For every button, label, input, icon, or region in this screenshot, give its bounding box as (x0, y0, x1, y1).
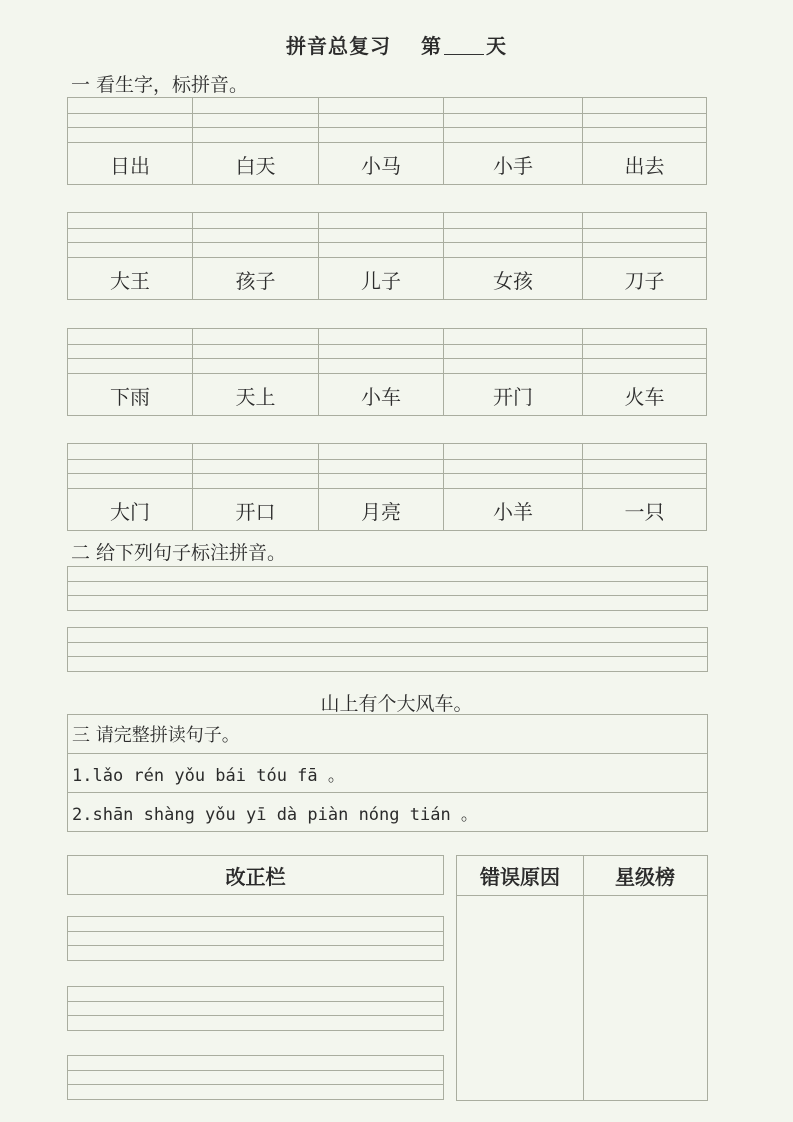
pinyin-cell[interactable] (68, 329, 193, 415)
hanzi-word: 大王 (110, 268, 150, 293)
pinyin-cell[interactable] (193, 444, 319, 530)
title-main: 拼音总复习 (286, 34, 391, 58)
hanzi-word: 儿子 (361, 268, 401, 293)
pinyin-cell[interactable] (68, 98, 193, 184)
pinyin-cell[interactable] (68, 444, 193, 530)
pinyin-grid-row (67, 212, 707, 300)
writing-band-2[interactable] (67, 627, 708, 672)
hanzi-word: 白天 (235, 153, 276, 178)
hanzi-word: 一只 (624, 499, 665, 524)
hanzi-word: 出去 (624, 153, 665, 178)
hanzi-word: 小手 (493, 153, 533, 178)
hanzi-word: 大门 (110, 499, 150, 524)
sentence-to-annotate: 山上有个大风车。 (320, 693, 473, 715)
pinyin-cell[interactable] (319, 98, 444, 184)
pinyin-cell[interactable] (193, 98, 319, 184)
pinyin-sentence-1: 1.lǎo rén yǒu bái tóu fā 。 (68, 754, 707, 793)
hanzi-word: 火车 (624, 384, 665, 409)
pinyin-cell[interactable] (583, 98, 706, 184)
hanzi-word: 下雨 (110, 384, 150, 409)
pinyin-cell[interactable] (68, 213, 193, 299)
section3-heading: 三 请完整拼读句子。 (68, 715, 707, 754)
pinyin-cell[interactable] (444, 444, 583, 530)
correction-band-2[interactable] (67, 986, 444, 1031)
pinyin-cell[interactable] (444, 213, 583, 299)
pinyin-grid-row (67, 97, 707, 185)
hanzi-word: 月亮 (361, 499, 401, 524)
title-day-suffix: 天 (486, 34, 507, 58)
hanzi-word: 小羊 (493, 499, 533, 524)
error-star-table (456, 855, 708, 1101)
hanzi-word: 刀子 (624, 268, 665, 293)
pinyin-cell[interactable] (583, 213, 706, 299)
hanzi-word: 开门 (493, 384, 533, 409)
pinyin-cell[interactable] (583, 329, 706, 415)
pinyin-cell[interactable] (319, 329, 444, 415)
section1-heading: 一 看生字，标拼音。 (71, 74, 249, 96)
star-rank-header: 星级榜 (615, 865, 675, 889)
pinyin-sentence-2: 2.shān shàng yǒu yī dà piàn nóng tián 。 (72, 805, 478, 825)
hanzi-word: 小马 (361, 153, 401, 178)
correction-header: 改正栏 (67, 855, 444, 895)
pinyin-cell[interactable] (193, 213, 319, 299)
hanzi-word: 天上 (235, 384, 276, 409)
hanzi-word: 日出 (110, 153, 150, 178)
correction-band-1[interactable] (67, 916, 444, 961)
hanzi-word: 孩子 (235, 268, 276, 293)
hanzi-word: 女孩 (493, 268, 533, 293)
pinyin-grid-row (67, 328, 707, 416)
pinyin-cell[interactable] (319, 444, 444, 530)
section2-heading: 二 给下列句子标注拼音。 (71, 542, 287, 564)
hanzi-word: 开口 (235, 499, 276, 524)
hanzi-word: 小车 (361, 384, 401, 409)
error-reason-header: 错误原因 (480, 865, 560, 889)
pinyin-cell[interactable] (444, 98, 583, 184)
writing-band-1[interactable] (67, 566, 708, 611)
pinyin-cell[interactable] (444, 329, 583, 415)
title-day-prefix: 第 (421, 34, 442, 58)
correction-band-3[interactable] (67, 1055, 444, 1100)
section3-table (67, 714, 708, 832)
pinyin-cell[interactable] (319, 213, 444, 299)
day-blank[interactable] (444, 36, 484, 55)
pinyin-grid-row (67, 443, 707, 531)
pinyin-cell[interactable] (193, 329, 319, 415)
worksheet-title (0, 30, 793, 59)
pinyin-cell[interactable] (583, 444, 706, 530)
